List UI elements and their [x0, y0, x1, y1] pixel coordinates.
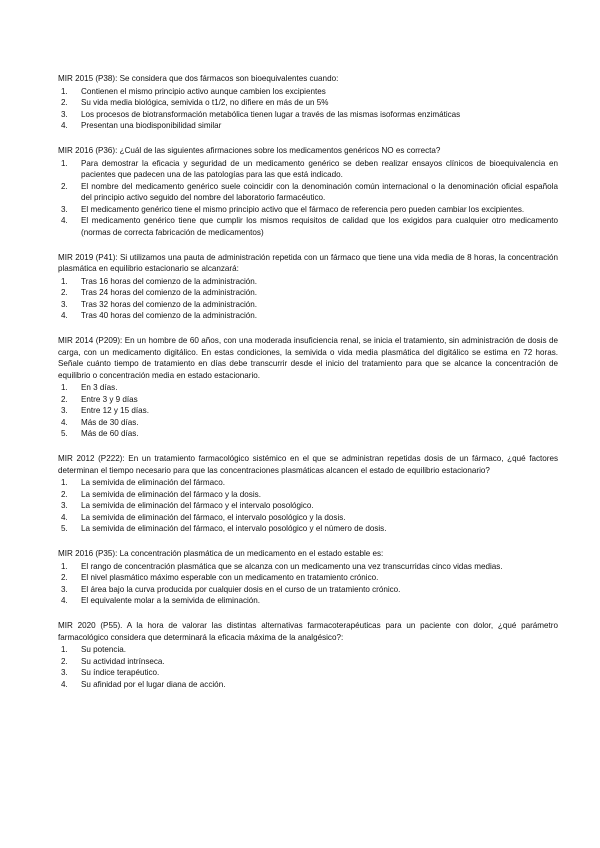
option-text: La semivida de eliminación del fármaco, el intervalo posológico y el número de dosis.: [81, 524, 387, 533]
question-block: [58, 145, 558, 238]
option-text: El equivalente molar a la semivida de eliminación.: [81, 596, 261, 605]
option-item: [58, 500, 558, 512]
question-header: [58, 73, 558, 85]
option-item: [58, 394, 558, 406]
option-item: [58, 382, 558, 394]
option-item: [58, 512, 558, 524]
options-list: [58, 382, 558, 440]
option-number: 1.: [61, 158, 68, 168]
option-item: [58, 667, 558, 679]
question-block: [58, 620, 558, 690]
question-header: [58, 548, 558, 560]
question-stem: ¿Cuál de las siguientes afirmaciones sobre los medicamentos genéricos NO es correcta?: [119, 146, 441, 155]
question-stem: Se considera que dos fármacos son bioequivalentes cuando:: [119, 74, 339, 83]
question-header: [58, 453, 558, 476]
option-text: Los procesos de biotransformación metabólica tienen lugar a través de las mismas isoformas enzimáticas: [81, 109, 461, 119]
option-number: 3.: [61, 204, 68, 214]
option-number: 5.: [61, 524, 68, 533]
option-number: 1.: [61, 276, 68, 286]
option-number: 5.: [61, 429, 68, 438]
option-number: 4.: [61, 679, 68, 689]
question-block: [58, 252, 558, 322]
option-item: [58, 477, 558, 489]
options-list: [58, 644, 558, 690]
option-number: 3.: [61, 299, 68, 309]
option-text: Más de 30 días.: [81, 417, 139, 427]
option-item: [58, 584, 558, 596]
option-item: [58, 97, 558, 109]
option-item: [58, 679, 558, 691]
option-text: Tras 40 horas del comienzo de la administración.: [81, 311, 258, 320]
option-number: 2.: [61, 181, 68, 191]
question-label: MIR 2019 (P41):: [58, 252, 118, 262]
option-number: 4.: [61, 417, 68, 427]
option-text: El nombre del medicamento genérico suele coincidir con la denominación común internacional o la denominación oficial española del principio activo seguido del nombre del laboratorio farmacéutico.: [81, 181, 558, 202]
option-item: [58, 523, 558, 535]
option-number: 1.: [61, 645, 68, 654]
option-text: La semivida de eliminación del fármaco y la dosis.: [81, 489, 261, 499]
option-item: [58, 299, 558, 311]
option-number: 1.: [61, 478, 68, 487]
option-text: Su afinidad por el lugar diana de acción.: [81, 679, 226, 689]
option-number: 3.: [61, 668, 68, 677]
option-number: 4.: [61, 311, 68, 320]
option-number: 2.: [61, 394, 68, 404]
option-item: [58, 644, 558, 656]
option-item: [58, 109, 558, 121]
option-text: La semivida de eliminación del fármaco, el intervalo posológico y la dosis.: [81, 512, 346, 522]
option-text: Presentan una biodisponibilidad similar: [81, 121, 222, 130]
option-item: [58, 405, 558, 417]
option-item: [58, 572, 558, 584]
question-stem: Si utilizamos una pauta de administración repetida con un fármaco que tiene una vida media de 8 horas, la concentración plasmática en equilibrio estacionario se alcanzará:: [58, 252, 559, 273]
question-block: [58, 548, 558, 607]
question-block: [58, 335, 558, 440]
question-stem: A la hora de valorar las distintas alternativas farmacoterapéuticas para un paciente con dolor, ¿qué parámetro farmacológico considera que determinará la eficacia máxima de la analgésico?:: [58, 621, 558, 642]
option-item: [58, 204, 558, 216]
option-number: 1.: [61, 86, 68, 96]
option-number: 2.: [61, 573, 68, 582]
option-number: 4.: [61, 216, 68, 225]
options-list: [58, 158, 558, 239]
option-item: [58, 417, 558, 429]
option-text: Entre 3 y 9 días: [81, 394, 138, 404]
option-number: 1.: [61, 383, 68, 392]
option-text: Contienen el mismo principio activo aunque cambien los excipientes: [81, 86, 326, 96]
option-text: Para demostrar la eficacia y seguridad de un medicamento genérico se deben realizar ensayos clínicos de bioequivalencia en pacientes que padecen una de las patologías para las que está indicado.: [81, 158, 558, 179]
question-header: [58, 620, 558, 643]
question-label: MIR 2012 (P222):: [58, 454, 125, 463]
option-text: Tras 16 horas del comienzo de la administración.: [81, 276, 258, 286]
option-item: [58, 561, 558, 573]
document-page: [58, 73, 558, 704]
question-label: MIR 2016 (P36):: [58, 146, 118, 155]
question-stem: La concentración plasmática de un medicamento en el estado estable es:: [119, 549, 384, 558]
option-item: [58, 120, 558, 132]
question-stem: En un tratamiento farmacológico sistémico en el que se administran repetidas dosis de un fármaco, ¿qué factores determinan el tiempo necesario para que las concentraciones plasmáticas alcancen el estado de equilibrio estacionario?: [58, 454, 558, 475]
question-label: MIR 2020 (P55).: [58, 621, 123, 630]
option-number: 4.: [61, 512, 68, 522]
option-text: El nivel plasmático máximo esperable con un medicamento en tratamiento crónico.: [81, 573, 379, 582]
option-number: 3.: [61, 406, 68, 415]
option-item: [58, 310, 558, 322]
option-item: [58, 86, 558, 98]
option-number: 3.: [61, 109, 68, 119]
options-list: [58, 276, 558, 322]
options-list: [58, 477, 558, 535]
option-text: El rango de concentración plasmática que se alcanza con un medicamento una vez transcurridas cinco vidas medias.: [81, 561, 503, 571]
option-number: 2.: [61, 98, 68, 107]
option-text: Su actividad intrínseca.: [81, 656, 165, 666]
option-number: 1.: [61, 561, 68, 571]
option-number: 3.: [61, 501, 68, 510]
option-number: 2.: [61, 489, 68, 499]
question-block: [58, 453, 558, 535]
option-text: La semivida de eliminación del fármaco.: [81, 478, 225, 487]
option-item: [58, 428, 558, 440]
option-text: Entre 12 y 15 días.: [81, 406, 149, 415]
option-item: [58, 595, 558, 607]
option-item: [58, 215, 558, 238]
option-text: Tras 32 horas del comienzo de la administración.: [81, 299, 258, 309]
question-label: MIR 2014 (P209):: [58, 336, 123, 345]
question-header: [58, 252, 558, 275]
option-text: Su índice terapéutico.: [81, 668, 160, 677]
option-text: Su potencia.: [81, 645, 126, 654]
option-text: El medicamento genérico tiene que cumplir los mismos requisitos de calidad que los exigidos para cualquier otro medicamento (normas de correcta fabricación de medicamentos): [81, 216, 558, 237]
option-item: [58, 656, 558, 668]
question-stem: En un hombre de 60 años, con una moderada insuficiencia renal, se inicia el tratamiento, sin administración de dosis de carga, con un medicamento digitálico. En estas condiciones, la semivida o vida media plasmática del digitálico se estima en 72 horas. Señale cuánto tiempo de tratamiento en días debe transcurrir desde el inicio del tratamiento para que se alcance la concentración de equilibrio o concentración media en estado estacionario.: [58, 336, 559, 380]
option-item: [58, 181, 558, 204]
option-number: 4.: [61, 121, 68, 130]
option-text: En 3 días.: [81, 383, 118, 392]
question-block: [58, 73, 558, 132]
options-list: [58, 561, 558, 607]
option-text: Su vida media biológica, semivida o t1/2, no difiere en más de un 5%: [81, 98, 329, 107]
option-number: 2.: [61, 288, 68, 297]
option-text: Tras 24 horas del comienzo de la administración.: [81, 288, 258, 297]
option-item: [58, 276, 558, 288]
question-header: [58, 145, 558, 157]
option-item: [58, 287, 558, 299]
option-text: La semivida de eliminación del fármaco y el intervalo posológico.: [81, 501, 314, 510]
question-label: MIR 2015 (P38):: [58, 74, 118, 83]
option-number: 4.: [61, 596, 68, 605]
option-item: [58, 158, 558, 181]
option-text: El área bajo la curva producida por cualquier dosis en el curso de un tratamiento crónico.: [81, 584, 401, 594]
option-text: Más de 60 días.: [81, 429, 139, 438]
options-list: [58, 86, 558, 132]
question-header: [58, 335, 558, 381]
question-label: MIR 2016 (P35):: [58, 549, 118, 558]
option-number: 2.: [61, 656, 68, 666]
option-number: 3.: [61, 584, 68, 594]
option-text: El medicamento genérico tiene el mismo principio activo que el fármaco de referencia pero pueden cambiar los excipientes.: [81, 204, 525, 214]
option-item: [58, 489, 558, 501]
